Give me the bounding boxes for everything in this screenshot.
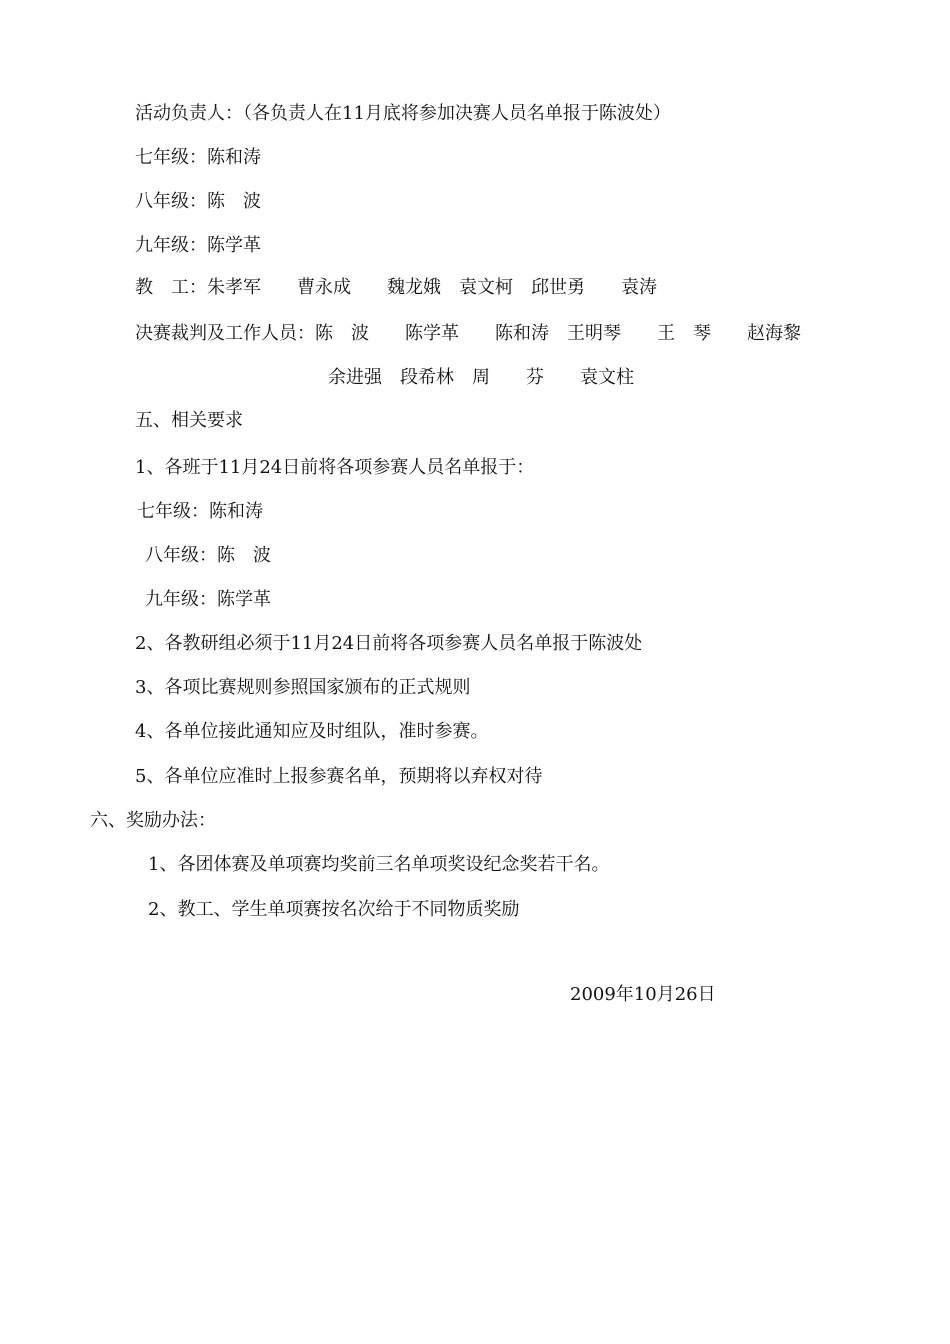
requirement-1-line: 1、各班于11月24日前将各项参赛人员名单报于： — [135, 457, 535, 478]
document-date: 2009年10月26日 — [570, 984, 716, 1005]
grade7-leader-line: 七年级：陈和涛 — [135, 147, 261, 168]
section-six-heading: 六、奖励办法： — [90, 810, 216, 831]
requirement-grade7-line: 七年级：陈和涛 — [137, 501, 263, 522]
requirement-grade8-line: 八年级：陈 波 — [145, 545, 271, 566]
requirement-2-line: 2、各教研组必须于11月24日前将各项参赛人员名单报于陈波处 — [135, 633, 643, 654]
award-2-line: 2、教工、学生单项赛按名次给于不同物质奖励 — [148, 899, 520, 920]
grade8-leader-line: 八年级：陈 波 — [135, 191, 261, 212]
final-referees-continued-line: 余进强 段希林 周 芬 袁文柱 — [328, 367, 634, 388]
requirement-grade9-line: 九年级：陈学革 — [145, 589, 271, 610]
requirement-3-line: 3、各项比赛规则参照国家颁布的正式规则 — [135, 677, 471, 698]
final-referees-line: 决赛裁判及工作人员：陈 波 陈学革 陈和涛 王明琴 王 琴 赵海黎 — [135, 323, 801, 344]
award-1-line: 1、各团体赛及单项赛均奖前三名单项奖设纪念奖若干名。 — [148, 854, 610, 875]
requirement-5-line: 5、各单位应准时上报参赛名单，预期将以弃权对待 — [135, 766, 543, 787]
section-five-heading: 五、相关要求 — [135, 410, 243, 431]
requirement-4-line: 4、各单位接此通知应及时组队，准时参赛。 — [135, 721, 489, 742]
staff-leaders-line: 教 工：朱孝军 曹永成 魏龙娥 袁文柯 邱世勇 袁涛 — [135, 277, 657, 298]
activity-leaders-line: 活动负责人：（各负责人在11月底将参加决赛人员名单报于陈波处） — [135, 103, 671, 124]
grade9-leader-line: 九年级：陈学革 — [135, 235, 261, 256]
